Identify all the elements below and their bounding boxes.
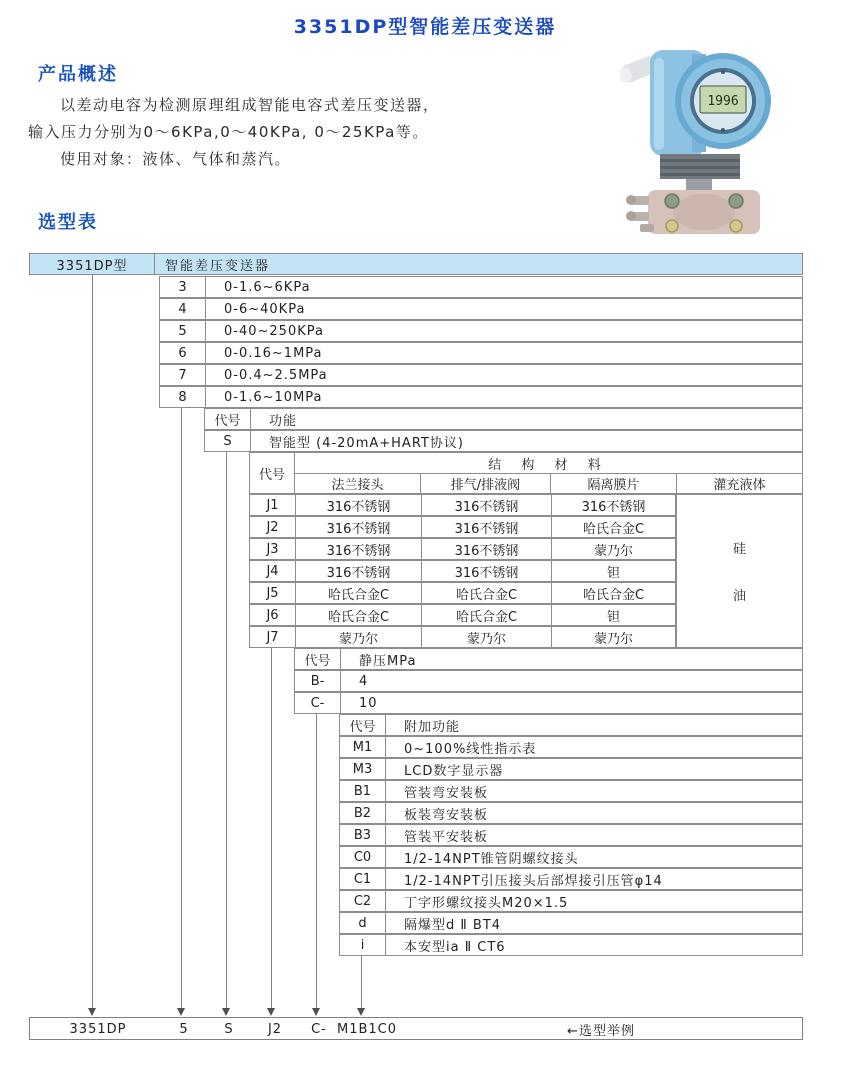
materials-cell: 哈氏合金C (422, 583, 552, 603)
overview-line-2: 输入压力分别为0～6KPa,0～40KPa, 0～25KPa等。 (28, 123, 429, 141)
additional-row (339, 824, 803, 846)
materials-row (249, 538, 677, 560)
model-header-row (29, 253, 803, 275)
range-desc: 0-6~40KPa (224, 301, 306, 317)
materials-cell: 哈氏合金C (296, 583, 422, 603)
additional-code: i (340, 935, 386, 955)
materials-code: J7 (250, 627, 296, 647)
materials-group-header: 结 构 材 料 (294, 452, 803, 474)
range-code: 3 (160, 277, 206, 297)
additional-row (339, 780, 803, 802)
example-static: C- (311, 1022, 327, 1037)
function-header-row (204, 408, 803, 430)
materials-cell: 316不锈钢 (422, 517, 552, 537)
range-row (159, 386, 803, 408)
model-desc-cell: 智能差压变送器 (165, 258, 271, 274)
materials-cell: 蒙乃尔 (552, 627, 676, 647)
range-desc: 0-0.4~2.5MPa (224, 367, 328, 383)
example-material: J2 (267, 1022, 283, 1037)
connector-line (316, 714, 317, 1008)
connector-arrow-icon (312, 1008, 320, 1016)
materials-code-header: 代号 (249, 452, 295, 494)
range-desc: 0-1.6~10MPa (224, 389, 323, 405)
selection-table-heading: 选型表 (38, 212, 98, 233)
connector-line (92, 275, 93, 1008)
materials-col-header: 灌充液体 (676, 473, 803, 494)
materials-cell: 316不锈钢 (296, 495, 422, 515)
materials-cell: 316不锈钢 (296, 517, 422, 537)
connector-arrow-icon (88, 1008, 96, 1016)
materials-cell: 316不锈钢 (552, 495, 676, 515)
materials-row (249, 604, 677, 626)
additional-code: C1 (340, 869, 386, 889)
fill-liquid-char: 油 (732, 589, 746, 604)
range-row (159, 364, 803, 386)
product-overview-heading: 产品概述 (38, 64, 118, 85)
materials-cell: 316不锈钢 (422, 561, 552, 581)
range-code: 4 (160, 299, 206, 319)
example-row (29, 1017, 803, 1040)
additional-desc: 隔爆型d Ⅱ BT4 (404, 917, 502, 933)
materials-cell: 哈氏合金C (296, 605, 422, 625)
additional-code: M1 (340, 737, 386, 757)
additional-row (339, 934, 803, 956)
function-desc: 智能型 (4-20mA+HART协议) (269, 435, 464, 451)
connector-line (226, 452, 227, 1008)
materials-row (249, 582, 677, 604)
materials-cell: 316不锈钢 (296, 561, 422, 581)
additional-code: d (340, 913, 386, 933)
model-code-cell: 3351DP型 (30, 254, 155, 274)
additional-desc: 丁字形螺纹接头M20×1.5 (404, 895, 569, 911)
range-code: 6 (160, 343, 206, 363)
additional-desc: 管装弯安装板 (404, 785, 489, 801)
function-code: S (205, 431, 251, 451)
materials-cell: 钽 (552, 605, 676, 625)
additional-desc: 板装弯安装板 (404, 807, 489, 823)
range-code: 5 (160, 321, 206, 341)
static-code: B- (295, 671, 341, 691)
connector-line (361, 956, 362, 1008)
materials-col-header: 法兰接头 (294, 473, 421, 494)
function-name-header: 功能 (269, 413, 298, 429)
example-note: ←选型举例 (567, 1024, 635, 1039)
lcd-display: 1996 (707, 94, 739, 109)
overview-line-1: 以差动电容为检测原理组成智能电容式差压变送器， (60, 96, 440, 114)
additional-desc: LCD数字显示器 (404, 763, 504, 779)
static-pressure-header-row (294, 648, 803, 670)
materials-cell: 316不锈钢 (422, 539, 552, 559)
additional-desc: 0~100%线性指示表 (404, 741, 537, 757)
additional-header-row (339, 714, 803, 736)
materials-row (249, 516, 677, 538)
page-title: 3351DP型智能差压变送器 (293, 16, 557, 38)
materials-cell: 哈氏合金C (422, 605, 552, 625)
static-pressure-row (294, 670, 803, 692)
function-code-header: 代号 (205, 409, 251, 429)
materials-row (249, 560, 677, 582)
additional-desc: 管装平安装板 (404, 829, 489, 845)
additional-desc: 1/2-14NPT引压接头后部焊接引压管φ14 (404, 873, 663, 889)
materials-fill-liquid-cell (676, 494, 803, 648)
transmitter-illustration (620, 38, 780, 236)
materials-code: J4 (250, 561, 296, 581)
additional-row (339, 758, 803, 780)
example-range: 5 (179, 1022, 189, 1037)
additional-code: C0 (340, 847, 386, 867)
connector-arrow-icon (222, 1008, 230, 1016)
connector-arrow-icon (357, 1008, 365, 1016)
additional-row (339, 868, 803, 890)
additional-name-header: 附加功能 (404, 719, 461, 735)
materials-code: J5 (250, 583, 296, 603)
range-code: 7 (160, 365, 206, 385)
range-code: 8 (160, 387, 206, 407)
connector-arrow-icon (177, 1008, 185, 1016)
additional-row (339, 890, 803, 912)
materials-cell: 蒙乃尔 (422, 627, 552, 647)
materials-cell: 哈氏合金C (552, 583, 676, 603)
additional-row (339, 736, 803, 758)
additional-code: B1 (340, 781, 386, 801)
materials-col-header: 隔离膜片 (550, 473, 677, 494)
connector-arrow-icon (267, 1008, 275, 1016)
static-name-header: 静压MPa (359, 653, 417, 669)
materials-code: J1 (250, 495, 296, 515)
connector-line (271, 648, 272, 1008)
static-desc: 4 (359, 673, 369, 689)
product-photo (620, 38, 780, 236)
materials-cell: 316不锈钢 (296, 539, 422, 559)
materials-code: J6 (250, 605, 296, 625)
range-row (159, 276, 803, 298)
materials-cell: 钽 (552, 561, 676, 581)
fill-liquid-char: 硅 (732, 542, 746, 557)
materials-cell: 蒙乃尔 (296, 627, 422, 647)
range-row (159, 298, 803, 320)
materials-code: J3 (250, 539, 296, 559)
overview-line-3: 使用对象：液体、气体和蒸汽。 (60, 150, 292, 168)
range-desc: 0-0.16~1MPa (224, 345, 323, 361)
connector-line (181, 408, 182, 1008)
static-desc: 10 (359, 695, 378, 711)
example-function: S (224, 1022, 234, 1037)
additional-code: B2 (340, 803, 386, 823)
materials-cell: 哈氏合金C (552, 517, 676, 537)
range-row (159, 320, 803, 342)
function-row (204, 430, 803, 452)
range-desc: 0-40~250KPa (224, 323, 324, 339)
example-additional: M1B1C0 (336, 1022, 398, 1037)
materials-code: J2 (250, 517, 296, 537)
additional-code: C2 (340, 891, 386, 911)
range-desc: 0-1.6~6KPa (224, 279, 311, 295)
additional-desc: 本安型ia Ⅱ CT6 (404, 939, 506, 955)
additional-desc: 1/2-14NPT锥管阴螺纹接头 (404, 851, 579, 867)
additional-code: B3 (340, 825, 386, 845)
additional-row (339, 802, 803, 824)
static-code-header: 代号 (295, 649, 341, 669)
materials-cell: 316不锈钢 (422, 495, 552, 515)
additional-row (339, 912, 803, 934)
materials-cell: 蒙乃尔 (552, 539, 676, 559)
materials-row (249, 494, 677, 516)
static-pressure-row (294, 692, 803, 714)
materials-col-header: 排气/排液阀 (420, 473, 551, 494)
additional-row (339, 846, 803, 868)
additional-code-header: 代号 (340, 715, 386, 735)
example-model: 3351DP (69, 1022, 127, 1037)
static-code: C- (295, 693, 341, 713)
range-row (159, 342, 803, 364)
materials-row (249, 626, 677, 648)
additional-code: M3 (340, 759, 386, 779)
